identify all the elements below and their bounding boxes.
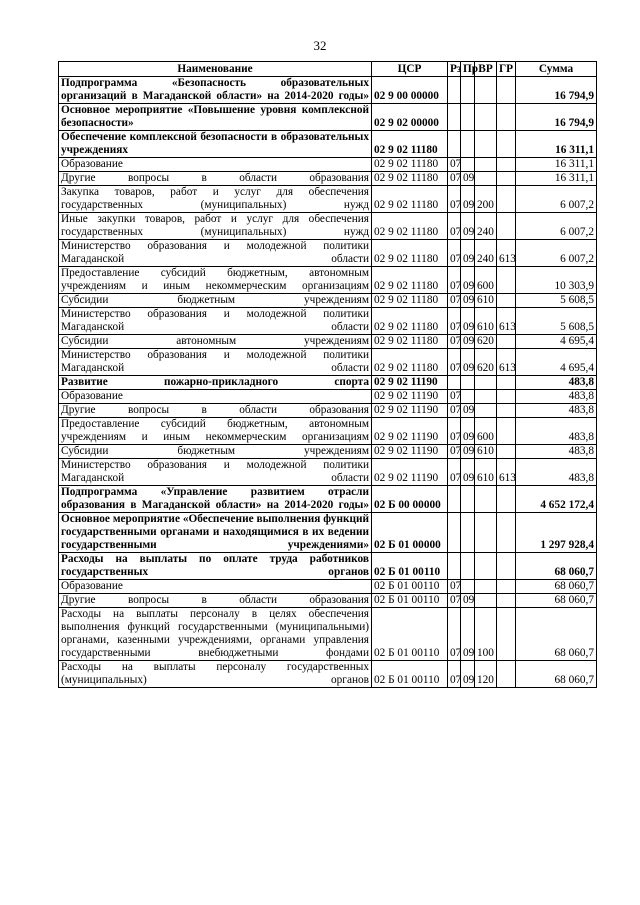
table-row [59, 376, 597, 390]
table-row [59, 661, 597, 688]
cell-csr: 02 9 02 11190 [372, 376, 448, 390]
cell-gr: 613 [497, 349, 516, 376]
cell-vr: 610 [475, 308, 497, 335]
cell-sum: 16 311,1 [516, 172, 597, 186]
cell-gr [497, 486, 516, 513]
cell-gr [497, 213, 516, 240]
cell-sum: 68 060,7 [516, 594, 597, 608]
cell-sum: 10 303,9 [516, 267, 597, 294]
cell-vr: 200 [475, 186, 497, 213]
cell-name: Министерство образования и молодежной политики Магаданской области [59, 349, 372, 376]
cell-gr [497, 553, 516, 580]
cell-csr: 02 9 02 11180 [372, 335, 448, 349]
cell-vr: 600 [475, 418, 497, 445]
cell-pr: 09 [461, 294, 475, 308]
cell-vr [475, 77, 497, 104]
cell-sum: 4 695,4 [516, 349, 597, 376]
cell-csr: 02 9 02 00000 [372, 104, 448, 131]
cell-csr: 02 9 02 11180 [372, 308, 448, 335]
cell-gr [497, 131, 516, 158]
table-row [59, 77, 597, 104]
cell-sum: 483,8 [516, 376, 597, 390]
cell-sum: 6 007,2 [516, 186, 597, 213]
cell-pr: 09 [461, 445, 475, 459]
cell-vr [475, 172, 497, 186]
cell-sum: 483,8 [516, 390, 597, 404]
cell-vr [475, 131, 497, 158]
cell-rz: 07 [448, 308, 461, 335]
table-row [59, 608, 597, 661]
cell-gr: 613 [497, 308, 516, 335]
cell-gr [497, 158, 516, 172]
cell-csr: 02 9 02 11180 [372, 186, 448, 213]
cell-rz: 07 [448, 404, 461, 418]
cell-vr: 240 [475, 240, 497, 267]
cell-rz: 07 [448, 594, 461, 608]
cell-name: Подпрограмма «Безопасность образовательных организаций в Магаданской области» на 2014-2020 годы» [59, 77, 372, 104]
cell-name: Предоставление субсидий бюджетным, автономным учреждениям и иным некоммерческим организациям [59, 418, 372, 445]
cell-name: Министерство образования и молодежной политики Магаданской области [59, 240, 372, 267]
cell-sum: 4 652 172,4 [516, 486, 597, 513]
cell-name: Субсидии бюджетным учреждениям [59, 445, 372, 459]
cell-pr: 09 [461, 418, 475, 445]
cell-name: Иные закупки товаров, работ и услуг для обеспечения государственных (муниципальных) нужд [59, 213, 372, 240]
cell-vr: 620 [475, 335, 497, 349]
cell-gr [497, 267, 516, 294]
cell-sum: 483,8 [516, 418, 597, 445]
cell-rz: 07 [448, 335, 461, 349]
cell-rz: 07 [448, 267, 461, 294]
cell-csr: 02 Б 01 00110 [372, 594, 448, 608]
cell-vr: 620 [475, 349, 497, 376]
cell-csr: 02 9 02 11190 [372, 418, 448, 445]
cell-vr [475, 594, 497, 608]
cell-sum: 483,8 [516, 404, 597, 418]
cell-vr [475, 486, 497, 513]
cell-rz [448, 486, 461, 513]
cell-pr: 09 [461, 459, 475, 486]
cell-vr [475, 513, 497, 553]
cell-rz: 07 [448, 418, 461, 445]
cell-gr [497, 513, 516, 553]
cell-pr [461, 580, 475, 594]
cell-sum: 16 794,9 [516, 77, 597, 104]
cell-csr: 02 9 02 11180 [372, 131, 448, 158]
table-row [59, 186, 597, 213]
cell-name: Субсидии автономным учреждениям [59, 335, 372, 349]
cell-gr: 613 [497, 240, 516, 267]
cell-sum: 483,8 [516, 445, 597, 459]
cell-name: Министерство образования и молодежной политики Магаданской области [59, 459, 372, 486]
table-row [59, 513, 597, 553]
cell-csr: 02 Б 01 00110 [372, 553, 448, 580]
header-gr: ГР [497, 62, 516, 77]
table-row [59, 104, 597, 131]
cell-rz: 07 [448, 580, 461, 594]
table-row [59, 349, 597, 376]
cell-csr: 02 9 00 00000 [372, 77, 448, 104]
cell-rz: 07 [448, 172, 461, 186]
cell-csr: 02 9 02 11180 [372, 213, 448, 240]
table-row [59, 459, 597, 486]
table-row [59, 404, 597, 418]
cell-name: Расходы на выплаты персоналу государственных (муниципальных) органов [59, 661, 372, 688]
cell-pr [461, 376, 475, 390]
cell-csr: 02 9 02 11180 [372, 267, 448, 294]
header-sum: Сумма [516, 62, 597, 77]
cell-pr: 09 [461, 213, 475, 240]
cell-vr [475, 580, 497, 594]
header-csr: ЦСР [372, 62, 448, 77]
cell-rz: 07 [448, 608, 461, 661]
header-rz: Рз [448, 62, 461, 77]
cell-pr: 09 [461, 267, 475, 294]
cell-pr: 09 [461, 186, 475, 213]
cell-vr: 610 [475, 445, 497, 459]
header-row [59, 62, 597, 77]
cell-vr [475, 376, 497, 390]
cell-csr: 02 Б 00 00000 [372, 486, 448, 513]
header-vr: ВР [475, 62, 497, 77]
table-row [59, 335, 597, 349]
cell-vr [475, 104, 497, 131]
table-row [59, 580, 597, 594]
cell-pr: 09 [461, 608, 475, 661]
cell-vr: 120 [475, 661, 497, 688]
cell-gr [497, 661, 516, 688]
cell-name: Субсидии бюджетным учреждениям [59, 294, 372, 308]
cell-sum: 16 311,1 [516, 158, 597, 172]
cell-vr: 600 [475, 267, 497, 294]
cell-pr: 09 [461, 661, 475, 688]
cell-sum: 68 060,7 [516, 580, 597, 594]
cell-csr: 02 Б 01 00110 [372, 661, 448, 688]
cell-gr [497, 390, 516, 404]
table-row [59, 240, 597, 267]
table-row [59, 294, 597, 308]
cell-rz: 07 [448, 213, 461, 240]
table-row [59, 553, 597, 580]
cell-csr: 02 Б 01 00110 [372, 608, 448, 661]
table-row [59, 418, 597, 445]
cell-rz [448, 553, 461, 580]
cell-gr [497, 104, 516, 131]
cell-rz: 07 [448, 186, 461, 213]
cell-rz [448, 376, 461, 390]
cell-name: Основное мероприятие «Обеспечение выполнения функций государственными органами и находящимися в их ведении государственными учреждениями» [59, 513, 372, 553]
cell-rz: 07 [448, 459, 461, 486]
cell-sum: 68 060,7 [516, 608, 597, 661]
cell-rz: 07 [448, 240, 461, 267]
cell-csr: 02 9 02 11190 [372, 459, 448, 486]
cell-rz: 07 [448, 349, 461, 376]
cell-name: Другие вопросы в области образования [59, 404, 372, 418]
cell-vr [475, 553, 497, 580]
cell-sum: 16 794,9 [516, 104, 597, 131]
cell-csr: 02 9 02 11190 [372, 445, 448, 459]
cell-gr [497, 335, 516, 349]
cell-gr [497, 404, 516, 418]
budget-table [58, 61, 597, 688]
cell-name: Другие вопросы в области образования [59, 172, 372, 186]
cell-rz: 07 [448, 294, 461, 308]
cell-name: Подпрограмма «Управление развитием отрасли образования в Магаданской области» на 2014-2020 годы» [59, 486, 372, 513]
cell-gr [497, 294, 516, 308]
cell-vr [475, 404, 497, 418]
cell-gr [497, 418, 516, 445]
cell-rz [448, 104, 461, 131]
table-row [59, 172, 597, 186]
cell-rz [448, 513, 461, 553]
cell-vr: 240 [475, 213, 497, 240]
cell-name: Закупка товаров, работ и услуг для обеспечения государственных (муниципальных) нужд [59, 186, 372, 213]
cell-gr [497, 376, 516, 390]
cell-name: Обеспечение комплексной безопасности в образовательных учреждениях [59, 131, 372, 158]
cell-name: Министерство образования и молодежной политики Магаданской области [59, 308, 372, 335]
cell-gr [497, 608, 516, 661]
cell-csr: 02 Б 01 00110 [372, 580, 448, 594]
cell-name: Развитие пожарно-прикладного спорта [59, 376, 372, 390]
cell-sum: 6 007,2 [516, 240, 597, 267]
cell-name: Образование [59, 390, 372, 404]
cell-gr [497, 580, 516, 594]
cell-sum: 4 695,4 [516, 335, 597, 349]
cell-gr [497, 594, 516, 608]
cell-pr: 09 [461, 349, 475, 376]
table-row [59, 213, 597, 240]
cell-pr [461, 104, 475, 131]
cell-rz [448, 77, 461, 104]
cell-name: Другие вопросы в области образования [59, 594, 372, 608]
cell-vr [475, 158, 497, 172]
cell-pr [461, 553, 475, 580]
cell-rz: 07 [448, 158, 461, 172]
cell-pr [461, 131, 475, 158]
cell-name: Расходы на выплаты персоналу в целях обеспечения выполнения функций государственными (муниципальными) органами, казенными учреждениями, органами управления государственными внебюджетными фондами [59, 608, 372, 661]
cell-vr: 610 [475, 459, 497, 486]
cell-gr [497, 186, 516, 213]
cell-sum: 5 608,5 [516, 294, 597, 308]
cell-vr [475, 390, 497, 404]
cell-vr: 100 [475, 608, 497, 661]
table-row [59, 267, 597, 294]
cell-csr: 02 9 02 11180 [372, 349, 448, 376]
cell-name: Образование [59, 158, 372, 172]
cell-pr: 09 [461, 594, 475, 608]
cell-pr: 09 [461, 404, 475, 418]
cell-pr [461, 513, 475, 553]
table-row [59, 486, 597, 513]
cell-csr: 02 9 02 11180 [372, 294, 448, 308]
cell-csr: 02 9 02 11180 [372, 240, 448, 267]
cell-sum: 6 007,2 [516, 213, 597, 240]
cell-gr: 613 [497, 459, 516, 486]
table-row [59, 131, 597, 158]
cell-csr: 02 Б 01 00000 [372, 513, 448, 553]
table-row [59, 308, 597, 335]
table-body [59, 77, 597, 688]
cell-pr [461, 158, 475, 172]
table-row [59, 445, 597, 459]
table-row [59, 390, 597, 404]
header-pr: Пр [461, 62, 475, 77]
cell-rz [448, 131, 461, 158]
cell-pr: 09 [461, 308, 475, 335]
cell-csr: 02 9 02 11190 [372, 404, 448, 418]
cell-sum: 68 060,7 [516, 661, 597, 688]
cell-name: Предоставление субсидий бюджетным, автономным учреждениям и иным некоммерческим организациям [59, 267, 372, 294]
cell-gr [497, 172, 516, 186]
cell-vr: 610 [475, 294, 497, 308]
cell-csr: 02 9 02 11190 [372, 390, 448, 404]
table-row [59, 158, 597, 172]
cell-name: Образование [59, 580, 372, 594]
cell-name: Расходы на выплаты по оплате труда работников государственных органов [59, 553, 372, 580]
cell-pr: 09 [461, 335, 475, 349]
cell-csr: 02 9 02 11180 [372, 172, 448, 186]
cell-pr: 09 [461, 172, 475, 186]
cell-sum: 5 608,5 [516, 308, 597, 335]
table-row [59, 594, 597, 608]
cell-pr [461, 77, 475, 104]
cell-sum: 1 297 928,4 [516, 513, 597, 553]
cell-rz: 07 [448, 661, 461, 688]
cell-rz: 07 [448, 445, 461, 459]
cell-sum: 68 060,7 [516, 553, 597, 580]
cell-sum: 483,8 [516, 459, 597, 486]
cell-pr [461, 486, 475, 513]
cell-gr [497, 77, 516, 104]
cell-sum: 16 311,1 [516, 131, 597, 158]
page-number: 32 [313, 38, 327, 53]
cell-name: Основное мероприятие «Повышение уровня комплексной безопасности» [59, 104, 372, 131]
cell-pr: 09 [461, 240, 475, 267]
header-name: Наименование [59, 62, 372, 77]
cell-gr [497, 445, 516, 459]
cell-pr [461, 390, 475, 404]
cell-csr: 02 9 02 11180 [372, 158, 448, 172]
cell-rz: 07 [448, 390, 461, 404]
